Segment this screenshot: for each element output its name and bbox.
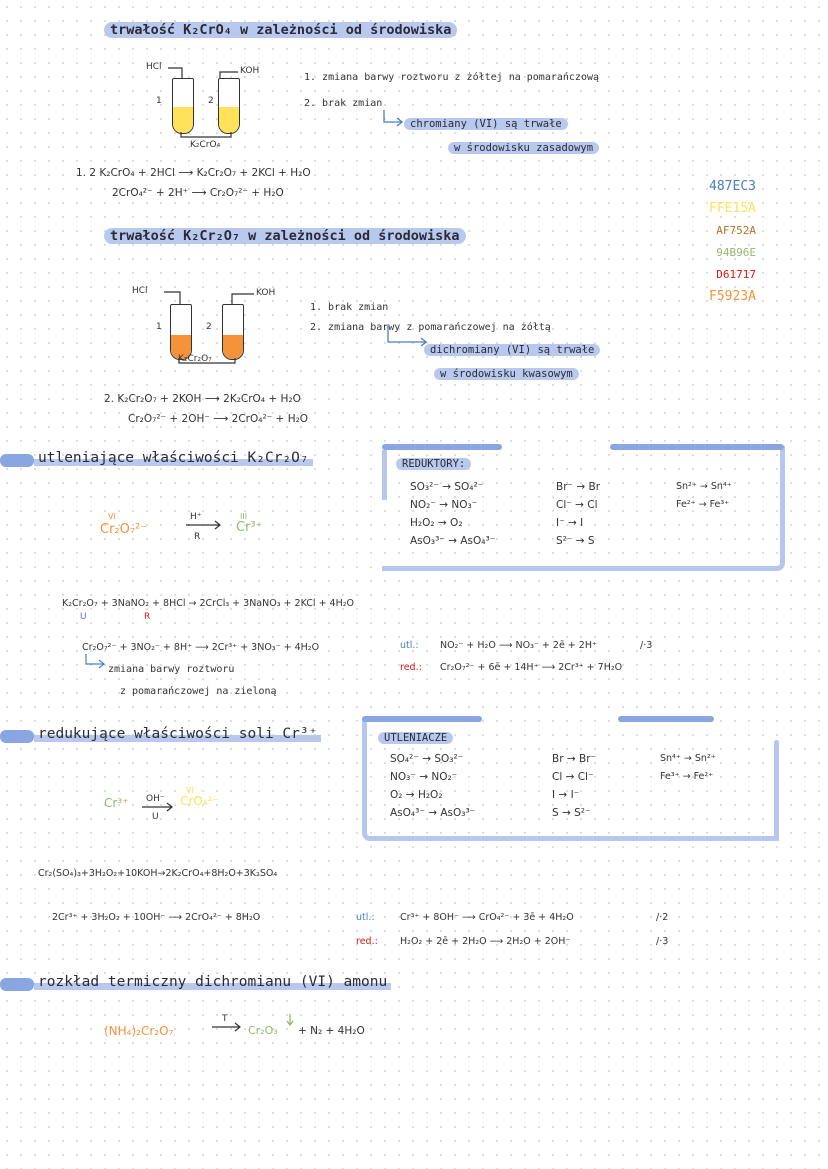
- metal-item: Fe³⁺ → Fe²⁺: [660, 771, 714, 782]
- oxidizer-metals: [660, 750, 716, 786]
- half-red-equation: Cr₂O₇²⁻ + 6ē + 14H⁺ ⟶ 2Cr³⁺ + 7H₂O: [440, 662, 623, 673]
- label-koh-2: KOH: [256, 288, 276, 298]
- test-tube-2: [218, 78, 240, 134]
- tube-number-2: 2: [208, 96, 214, 106]
- observation-3: 1. brak zmian: [310, 302, 389, 313]
- half-ox-multiplier: /·3: [640, 640, 653, 651]
- halide-item: I⁻ → I: [556, 517, 584, 529]
- label-hcl-2: HCl: [132, 286, 148, 296]
- equation-1-molecular: 1. 2 K₂CrO₄ + 2HCl ⟶ K₂Cr₂O₇ + 2KCl + H₂O: [76, 167, 311, 179]
- redox-equation-ionic: Cr₂O₇²⁻ + 3NO₂⁻ + 8H⁺ ⟶ 2Cr³⁺ + 3NO₃⁻ + 4H₂O: [82, 642, 320, 653]
- tube-number-1: 1: [156, 96, 162, 106]
- arrow-icon-3: [84, 654, 108, 670]
- conclusion-1: chromiany (VI) są trwałe: [404, 118, 568, 130]
- half-red-multiplier-2: /·3: [656, 936, 669, 947]
- mark-r: R: [144, 612, 151, 622]
- section-title-reducing: redukujące właściwości soli Cr³⁺: [34, 726, 321, 742]
- chromium-iii-ion-2: Cr³⁺: [104, 796, 129, 810]
- halide-item: I → I⁻: [552, 789, 580, 801]
- swatch-blue: 487EC3: [709, 179, 756, 194]
- compound-label-2: K₂Cr₂O₇: [178, 354, 212, 364]
- chromium-iii-ion: Cr³⁺: [236, 520, 263, 535]
- color-change-note-2: z pomarańczowej na zieloną: [120, 686, 277, 697]
- half-ox-multiplier-2: /·2: [656, 912, 669, 923]
- ammonium-dichromate: (NH₄)₂Cr₂O₇: [104, 1024, 174, 1038]
- swatch-orange: F5923A: [709, 289, 756, 304]
- reducers-list: [410, 478, 495, 550]
- section-title-oxidizing: utleniające właściwości K₂Cr₂O₇: [34, 450, 313, 466]
- section-title-k2cr2o7: trwałość K₂Cr₂O₇ w zależności od środowiska: [104, 228, 466, 244]
- half-ox-equation-2: Cr³⁺ + 8OH⁻ ⟶ CrO₄²⁻ + 3ē + 4H₂O: [400, 912, 574, 923]
- reducer-item: SO₃²⁻ → SO₄²⁻: [410, 481, 484, 493]
- label-koh: KOH: [240, 66, 260, 76]
- halide-item: Br⁻ → Br: [556, 481, 601, 493]
- metal-item: Sn⁴⁺ → Sn²⁺: [660, 753, 716, 764]
- oxidizer-item: AsO₄³⁻ → AsO₃³⁻: [390, 807, 476, 819]
- tube-number-4: 2: [206, 322, 212, 332]
- oxidizers-box-top-left: [362, 716, 482, 722]
- swatch-red: D61717: [716, 268, 756, 281]
- arrow-bottom-label-2: U: [152, 812, 159, 822]
- redox-equation-full: K₂Cr₂O₇ + 3NaNO₂ + 8HCl → 2CrCl₃ + 3NaNO₃ + 2KCl + 4H₂O: [62, 598, 355, 609]
- section-title-decomposition: rozkład termiczny dichromianu (VI) amonu: [34, 974, 391, 990]
- ox-state-vi-2: VI: [186, 786, 194, 795]
- observation-2: 2. brak zmian: [304, 98, 383, 109]
- oxidizer-item: SO₄²⁻ → SO₃²⁻: [390, 753, 464, 765]
- oxidizers-list: [390, 750, 475, 822]
- reaction-arrow-icon-3: [210, 1022, 244, 1032]
- swatch-brown: AF752A: [716, 224, 756, 237]
- halide-item: S²⁻ → S: [556, 535, 595, 547]
- arrow-top-label-2: OH⁻: [146, 794, 165, 804]
- half-red-equation-2: H₂O₂ + 2ē + 2H₂O ⟶ 2H₂O + 2OH⁻: [400, 936, 571, 947]
- precipitate-arrow-icon: [286, 1014, 294, 1026]
- test-tube-1: [172, 78, 194, 134]
- chromium-oxide: Cr₂O₃: [248, 1024, 278, 1037]
- observation-4: 2. zmiana barwy z pomarańczowej na żółtą: [310, 322, 551, 333]
- conclusion-2: w środowisku zasadowym: [448, 142, 599, 154]
- mark-u: U: [80, 612, 87, 622]
- oxidizer-item: NO₃⁻ → NO₂⁻: [390, 771, 458, 783]
- swatch-yellow: FFE15A: [709, 201, 756, 216]
- redox-equation-full-2: Cr₂(SO₄)₃+3H₂O₂+10KOH→2K₂CrO₄+8H₂O+3K₂SO₄: [38, 868, 278, 879]
- oxidizers-box-top-right: [618, 716, 714, 722]
- conclusion-4: w środowisku kwasowym: [434, 368, 579, 380]
- halide-item: Cl → Cl⁻: [552, 771, 594, 783]
- oxidizers-box-right: [774, 740, 779, 840]
- reducers-title: REDUKTORY:: [396, 458, 471, 470]
- observation-1: 1. zmiana barwy roztworu z żółtej na pomarańczową: [304, 72, 600, 83]
- conclusion-3: dichromiany (VI) są trwałe: [424, 344, 600, 356]
- half-ox-label-2: utl.:: [356, 912, 375, 923]
- reducer-halides: [556, 478, 600, 550]
- reducer-metals: [676, 478, 732, 514]
- reaction-arrow-icon: [184, 520, 224, 530]
- redox-equation-ionic-2: 2Cr³⁺ + 3H₂O₂ + 10OH⁻ ⟶ 2CrO₄²⁻ + 8H₂O: [52, 912, 261, 923]
- color-palette: [660, 176, 756, 308]
- reaction-arrow-icon-2: [140, 802, 176, 812]
- half-red-label-2: red.:: [356, 936, 378, 947]
- test-tube-4: [222, 304, 244, 360]
- half-ox-equation: NO₂⁻ + H₂O ⟶ NO₃⁻ + 2ē + 2H⁺: [440, 640, 597, 651]
- equation-2-molecular: 2. K₂Cr₂O₇ + 2KOH ⟶ 2K₂CrO₄ + H₂O: [104, 393, 301, 405]
- section-bar-4: [0, 730, 34, 743]
- reducers-box-left: [382, 450, 387, 500]
- reducers-box-top-right: [610, 444, 784, 450]
- equation-2-ionic: Cr₂O₇²⁻ + 2OH⁻ ⟶ 2CrO₄²⁻ + H₂O: [128, 413, 309, 425]
- ox-state-vi: VI: [108, 512, 116, 521]
- section-bar-5: [0, 978, 34, 991]
- swatch-green: 94B96E: [716, 246, 756, 259]
- reducer-item: NO₂⁻ → NO₃⁻: [410, 499, 478, 511]
- arrow-icon: [382, 110, 406, 130]
- ox-state-iii: III: [240, 512, 248, 521]
- color-change-note-1: zmiana barwy roztworu: [108, 664, 235, 675]
- decomposition-products: + N₂ + 4H₂O: [298, 1025, 365, 1037]
- halide-item: Br → Br⁻: [552, 753, 597, 765]
- half-ox-label: utl.:: [400, 640, 419, 651]
- compound-label: K₂CrO₄: [190, 140, 221, 150]
- oxidizer-item: O₂ → H₂O₂: [390, 789, 443, 801]
- tube-number-3: 1: [156, 322, 162, 332]
- oxidizers-title: UTLENIACZE: [378, 732, 453, 744]
- arrow-bottom-label: R: [194, 532, 201, 542]
- chromate-ion: CrO₄²⁻: [180, 794, 219, 808]
- test-tube-3: [170, 304, 192, 360]
- halide-item: Cl⁻ → Cl: [556, 499, 598, 511]
- halide-item: S → S²⁻: [552, 807, 591, 819]
- reducer-item: AsO₃³⁻ → AsO₄³⁻: [410, 535, 496, 547]
- section-title-k2cro4: trwałość K₂CrO₄ w zależności od środowiska: [104, 22, 457, 38]
- equation-1-ionic: 2CrO₄²⁻ + 2H⁺ ⟶ Cr₂O₇²⁻ + H₂O: [112, 187, 284, 199]
- arrow-top-label-3: T: [222, 1014, 228, 1024]
- label-hcl: HCl: [146, 62, 162, 72]
- metal-item: Sn²⁺ → Sn⁴⁺: [676, 481, 732, 492]
- reducers-box-top-left: [382, 444, 502, 450]
- section-bar-3: [0, 454, 34, 467]
- oxidizer-halides: [552, 750, 596, 822]
- half-red-label: red.:: [400, 662, 422, 673]
- metal-item: Fe²⁺ → Fe³⁺: [676, 499, 730, 510]
- dichromate-ion: Cr₂O₇²⁻: [100, 522, 148, 537]
- arrow-top-label: H⁺: [190, 512, 202, 522]
- reducer-item: H₂O₂ → O₂: [410, 517, 463, 529]
